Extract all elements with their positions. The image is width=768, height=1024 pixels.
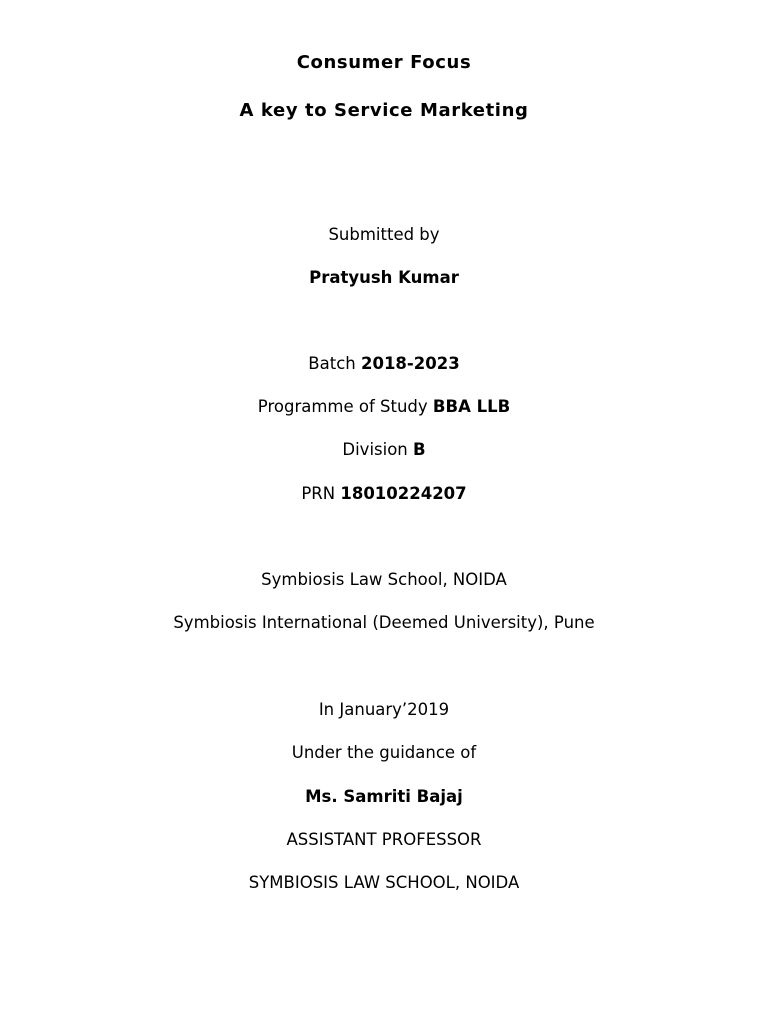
- programme-line: [0, 396, 768, 418]
- document-title: Consumer Focus: [296, 52, 472, 73]
- batch-label: Batch: [308, 354, 356, 373]
- guidance-label: Under the guidance of: [291, 743, 477, 762]
- guide-name: Ms. Samriti Bajaj: [305, 787, 463, 806]
- guide-title: ASSISTANT PROFESSOR: [286, 830, 482, 849]
- submission-date: In January’2019: [318, 700, 450, 719]
- school-name: Symbiosis Law School, NOIDA: [261, 570, 507, 589]
- document-subtitle: A key to Service Marketing: [239, 100, 529, 121]
- prn-line: [0, 483, 768, 505]
- batch-line: [0, 353, 768, 375]
- prn-label: PRN: [301, 484, 336, 503]
- guide-school: SYMBIOSIS LAW SCHOOL, NOIDA: [248, 873, 520, 892]
- programme-label: Programme of Study: [257, 397, 428, 416]
- university-name: Symbiosis International (Deemed University), Pune: [173, 613, 595, 632]
- division-value: B: [413, 440, 426, 459]
- batch-value: 2018-2023: [360, 354, 460, 373]
- division-line: [0, 439, 768, 461]
- division-label: Division: [342, 440, 408, 459]
- programme-value: BBA LLB: [432, 397, 511, 416]
- author-name: Pratyush Kumar: [309, 268, 459, 287]
- prn-value: 18010224207: [340, 484, 467, 503]
- submitted-by-label: Submitted by: [328, 225, 440, 244]
